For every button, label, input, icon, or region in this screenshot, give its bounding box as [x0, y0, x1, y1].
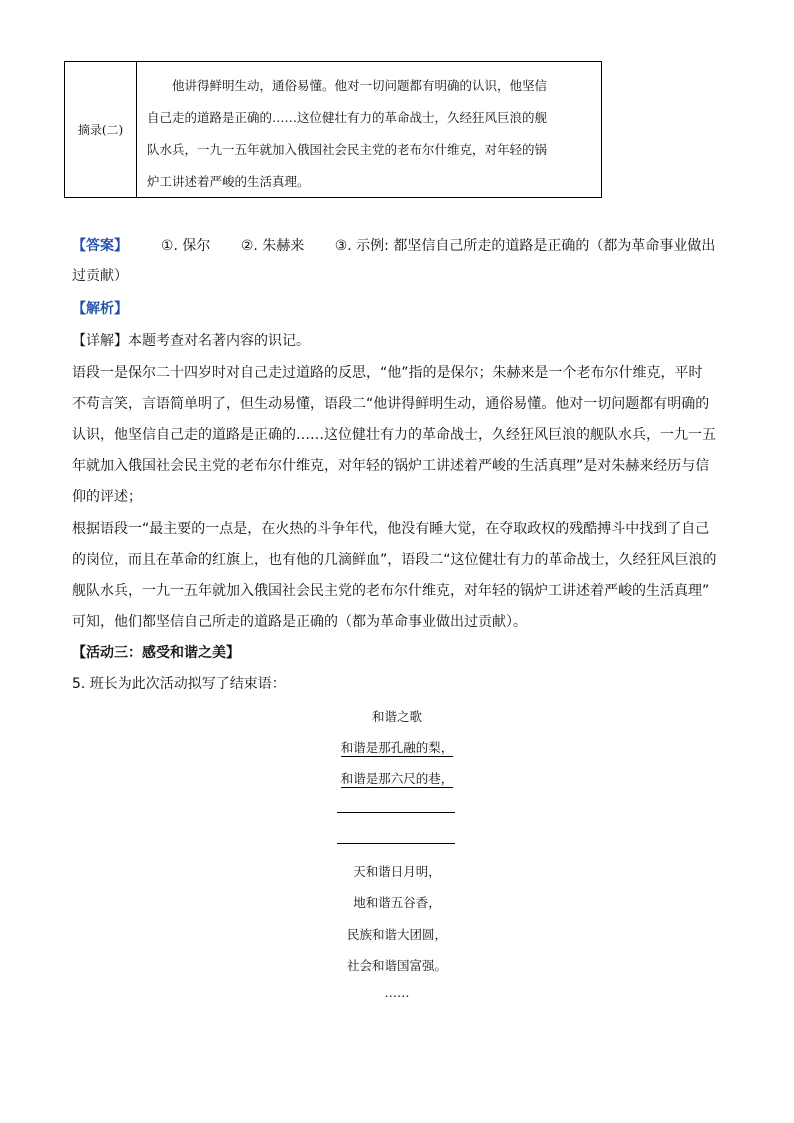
- poem-line: 天和谐日月明，: [353, 864, 441, 879]
- answer-blank-line: [337, 843, 455, 844]
- analysis-para2-line: 舰队水兵，一九一五年就加入俄国社会民主党的老布尔什维克，对年轻的锅炉工讲述着严峻的生活真理”: [72, 583, 710, 599]
- excerpt-line: 炉工讲述着严峻的生活真理。: [147, 174, 310, 189]
- answer-line: [72, 235, 732, 255]
- poem-line: 民族和谐大团圆，: [346, 927, 447, 942]
- analysis-detail: 【详解】本题考查对名著内容的识记。: [72, 333, 310, 349]
- answer-blank-line: [337, 812, 455, 813]
- poem-title: 和谐之歌: [371, 709, 422, 724]
- analysis-para1-line: 年就加入俄国社会民主党的老布尔什维克，对年轻的锅炉工讲述着严峻的生活真理”是对朱赫来经历与信: [72, 458, 710, 474]
- poem-line-text: 和谐是那孔融的梨，: [340, 740, 454, 755]
- analysis-para1-line: 认识，他坚信自己走的道路是正确的……这位健壮有力的革命战士，久经狂风巨浪的舰队水兵，一九一五: [72, 427, 716, 443]
- poem-line: 社会和谐国富强。: [346, 958, 447, 973]
- activity-question: 5. 班长为此次活动拟写了结束语：: [72, 676, 286, 692]
- excerpt-line: 队水兵，一九一五年就加入俄国社会民主党的老布尔什维克，对年轻的锅: [147, 142, 548, 157]
- answer-tag: 【答案】: [72, 238, 128, 254]
- answer-item-1: ①. 保尔: [160, 238, 211, 254]
- poem-line-text: 和谐是那六尺的巷，: [340, 771, 454, 786]
- answer-item-2: ②. 朱赫来: [240, 238, 305, 254]
- excerpt-line: 他讲得鲜明生动，通俗易懂。他对一切问题都有明确的认识，他坚信: [172, 78, 548, 93]
- excerpt-label: 摘录(二): [65, 62, 137, 197]
- poem-line: 地和谐五谷香，: [353, 895, 441, 910]
- analysis-tag: 【解析】: [72, 301, 128, 317]
- excerpt-line: 自己走的道路是正确的……这位健壮有力的革命战士，久经狂风巨浪的舰: [147, 110, 548, 125]
- analysis-para2-line: 根据语段一“最主要的一点是，在火热的斗争年代，他没有睡大觉，在夺取政权的残酷搏斗中找到了自己: [72, 521, 710, 537]
- poem-ellipsis: ……: [384, 985, 410, 1000]
- excerpt-text: [137, 62, 601, 197]
- analysis-para2-line: 的岗位，而且在革命的红旗上，也有他的几滴鲜血”，语段二“这位健壮有力的革命战士，久经狂风巨浪的: [72, 552, 717, 568]
- analysis-para1-line: 不苟言笑，言语简单明了，但生动易懂，语段二“他讲得鲜明生动，通俗易懂。他对一切问题都有明确的: [72, 396, 710, 412]
- answer-continued: 过贡献）: [72, 268, 128, 284]
- poem-line-underlined: [0, 738, 794, 756]
- answer-item-3: ③. 示例: 都坚信自己所走的道路是正确的（都为革命事业做出: [334, 238, 716, 254]
- analysis-para2-line: 可知，他们都坚信自己所走的道路是正确的（都为革命事业做出过贡献）。: [72, 614, 527, 630]
- analysis-para1-line: 语段一是保尔二十四岁时对自己走过道路的反思，“他”指的是保尔；朱赫来是一个老布尔什维克，平时: [72, 365, 703, 381]
- excerpt-table: [64, 61, 602, 198]
- poem-line-underlined: [0, 769, 794, 787]
- activity-heading: 【活动三：感受和谐之美】: [72, 645, 240, 661]
- analysis-para1-line: 仰的评述；: [72, 489, 142, 505]
